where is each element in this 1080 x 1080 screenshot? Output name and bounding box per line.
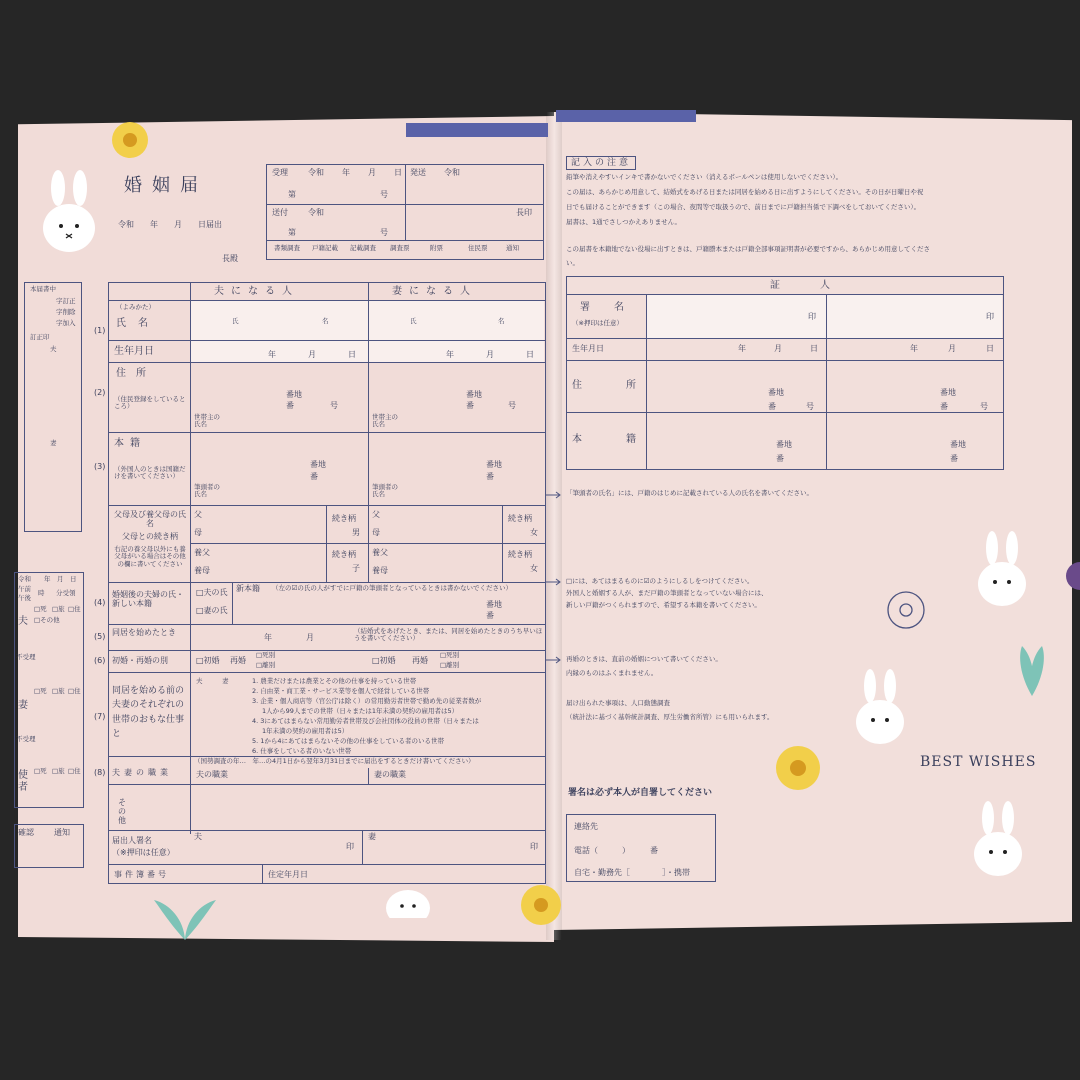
h-banchi-w: 番地 [486, 460, 502, 469]
note-0: 鉛筆や消えやすいインキで書かないでください（消えるボールペンは使用しないでください）。 [566, 173, 843, 181]
father-h: 父 [194, 510, 202, 519]
father-w: 父 [372, 510, 380, 519]
check-2: 記載調査 [350, 244, 376, 252]
num-2: (2) [94, 388, 106, 397]
office-no-2: 第 [288, 228, 296, 237]
note-5: い。 [566, 259, 579, 267]
fill-witness [646, 294, 1002, 338]
office-forwarded: 送付 [272, 208, 288, 217]
side-min: 分受領 [56, 589, 76, 597]
sunflower-icon [102, 118, 158, 162]
num-7: (7) [94, 712, 106, 721]
witness-seal-2: 印 [986, 312, 994, 321]
side-opt-death-w[interactable]: □死 [34, 687, 47, 695]
note-check-2: 新しい戸籍がつくられますので、希望する本籍を書いてください。 [566, 601, 761, 609]
first-marriage-w[interactable]: □初婚 [372, 656, 396, 665]
seal-note: （※押印は任意） [112, 848, 175, 857]
ban-h: 番 [286, 401, 294, 410]
witness-seal-note: （※押印は任意） [572, 319, 623, 327]
witness-sign-label: 署名 [580, 302, 648, 313]
side-am: 午前 [18, 585, 31, 593]
job-box-h[interactable]: 夫 [196, 677, 203, 685]
w-banchi-1: 番地 [768, 388, 784, 397]
side-opt-death-m[interactable]: □死 [34, 767, 47, 775]
check-6: 通知 [506, 244, 519, 252]
divorce-w[interactable]: □離別 [440, 661, 460, 669]
birth-d-h: 日 [348, 350, 356, 359]
miffy-icon [38, 170, 100, 256]
new-banchi: 番地 [486, 600, 502, 609]
side-opt-travel-m[interactable]: □旅 [52, 767, 65, 775]
office-chief: 長印 [516, 208, 532, 217]
w-h-ban-2: 番 [950, 454, 958, 463]
witness-seal-1: 印 [808, 312, 816, 321]
note-check-1: 外国人と婚姻する人が、まだ戸籍の筆頭者となっていない場合には、 [566, 589, 768, 597]
note-census-0: 届け出られた事項は、人口動態調査 [566, 699, 670, 707]
office-month: 月 [368, 168, 376, 177]
note-re-0: 再婚のときは、直前の婚姻について書いてください。 [566, 655, 722, 663]
adopt-f-h: 養父 [194, 548, 210, 557]
witness-birth: 生年月日 [572, 344, 604, 353]
side-opt-travel[interactable]: □旅 [52, 605, 65, 613]
birth-d-w: 日 [526, 350, 534, 359]
first-marriage-h[interactable]: □初婚 [196, 656, 220, 665]
householder-w: 世帯主の氏名 [372, 413, 398, 429]
lily-of-the-valley-icon [1012, 636, 1052, 696]
given-w: 名 [498, 317, 505, 325]
num-4: (4) [94, 598, 106, 607]
new-honseki: 新本籍 [236, 584, 260, 593]
job-5: 5. 1から4にあてはまらないその他の仕事をしている者のいる世帯 [252, 737, 445, 745]
w-y-2: 年 [910, 344, 918, 353]
birth-y-h: 年 [268, 350, 276, 359]
marriage-type-label: 初婚・再婚の別 [112, 656, 168, 665]
case-no: 事件簿番号 [114, 870, 169, 879]
w-ban-2: 番 [940, 402, 948, 411]
parents-label: 父母及び養父母の氏名 [114, 510, 186, 529]
yomi-label: （よみかた） [116, 303, 155, 311]
office-reiwa: 令和 [308, 168, 324, 177]
contact-label: 連絡先 [574, 822, 598, 831]
office-dispatched: 発送 [410, 168, 426, 177]
job-4b: 1年未満の契約の雇用者は5） [262, 727, 349, 735]
num-8: (8) [94, 768, 106, 777]
h-ban-h: 番 [310, 472, 318, 481]
side-opt-death[interactable]: □死 [34, 605, 47, 613]
banchi-w: 番地 [466, 390, 482, 399]
gou-h: 号 [330, 401, 338, 410]
margin-husband: 夫 [50, 345, 57, 353]
header-band [406, 123, 548, 137]
honseki-note: （外国人のときは国籍だけを書いてください） [114, 465, 186, 481]
w-y-1: 年 [738, 344, 746, 353]
office-reiwa-3: 令和 [308, 208, 324, 217]
w-gou-1: 号 [806, 402, 814, 411]
residence-date: 住定年月日 [268, 870, 308, 879]
header-band-right [556, 110, 696, 122]
remarriage-h: 再婚 [230, 656, 246, 665]
note-census-1: （統計法に基づく基幹統計調査、厚生労働省所管）にも用いられます。 [566, 713, 774, 721]
address-label: 住所 [116, 368, 156, 379]
side-not-received-w: 不受理 [16, 735, 36, 743]
job-2: 2. 自由業・商工業・サービス業等を個人で経営している世帯 [252, 687, 430, 695]
margin-line3: 字加入 [56, 319, 76, 327]
side-pm: 午後 [18, 594, 31, 602]
lily-of-the-valley-icon [150, 894, 220, 940]
husband-job: 夫の職業 [196, 770, 228, 779]
side-confirm: 確認 [18, 828, 34, 837]
phone-field[interactable]: 電話（ ） 番 [574, 846, 658, 855]
side-notify: 通知 [54, 828, 70, 837]
num-3: (3) [94, 462, 106, 471]
check-0: 書類調査 [274, 244, 300, 252]
other-label: その他 [118, 798, 126, 826]
side-time: 時 [38, 589, 45, 597]
margin-line2: 字削除 [56, 308, 76, 316]
side-ymd: 年 月 日 [44, 575, 77, 583]
cohab-label: 同居を始めたとき [112, 628, 176, 637]
daughter-w: 女 [530, 528, 538, 537]
side-opt-res[interactable]: □住 [68, 605, 81, 613]
sign-w: 妻 [368, 832, 376, 841]
birth-m-w: 月 [486, 350, 494, 359]
note-check-0: □には、あてはまるものに☑のようにしるしをつけてください。 [566, 577, 754, 585]
cohab-note: （結婚式をあげたとき、または、同居を始めたときのうち早いほうを書いてください） [354, 627, 543, 643]
adopt-m-h: 養母 [194, 566, 210, 575]
surname-h: 氏 [232, 317, 239, 325]
jobs-label: 同居を始める前の夫妻のそれぞれの世帯のおもな仕事と [112, 686, 185, 740]
check-5: 住民票 [468, 244, 488, 252]
h-ban-w: 番 [486, 472, 494, 481]
new-name-label: 婚姻後の夫婦の氏・新しい本籍 [112, 590, 184, 609]
parents-note: 右記の養父母以外にも養父母がいる場合はその他の欄に書いてください [114, 545, 186, 568]
son-h: 男 [352, 528, 360, 537]
mother-h: 母 [194, 528, 202, 537]
side-opt-other[interactable]: □その他 [34, 616, 60, 624]
office-no: 第 [288, 190, 296, 199]
note-3: 届書は、1通でさしつかえありません。 [566, 218, 682, 226]
side-not-received: 不受理 [16, 653, 36, 661]
birth-y-w: 年 [446, 350, 454, 359]
col-wife: 妻になる人 [392, 286, 477, 297]
side-h: 夫 [18, 616, 28, 627]
signature-note: 署名は必ず本人が自署してください [568, 788, 713, 798]
remarriage-w: 再婚 [412, 656, 428, 665]
death-w[interactable]: □死別 [440, 651, 460, 659]
note-re-1: 内縁のものはふくまれません。 [566, 669, 658, 677]
w-ban-1: 番 [768, 402, 776, 411]
new-honseki-note: （左の☑の氏の人がすでに戸籍の筆頭者となっているときは書かないでください） [272, 584, 513, 592]
job-6: 6. 仕事をしている者のいない世帯 [252, 747, 352, 755]
daffodil-icon [884, 588, 928, 632]
miffy-icon [852, 668, 908, 748]
name-label: 氏名 [116, 318, 160, 329]
w-d-1: 日 [810, 344, 818, 353]
birth-m-h: 月 [308, 350, 316, 359]
birth-label: 生年月日 [114, 346, 154, 357]
address-note: （住民登録をしているところ） [114, 395, 186, 411]
surname-w: 氏 [410, 317, 417, 325]
side-opt-travel-w[interactable]: □旅 [52, 687, 65, 695]
pansy-icon [1066, 556, 1080, 596]
adopt-f-w: 養父 [372, 548, 388, 557]
side-opt-res-w[interactable]: □住 [68, 687, 81, 695]
check-1: 戸籍記載 [312, 244, 338, 252]
rel-w: 続き柄 [508, 514, 532, 523]
w-gou-2: 号 [980, 402, 988, 411]
job-1: 1. 農業だけまたは農業とその他の仕事を持っている世帯 [252, 677, 417, 685]
best-wishes: BEST WISHES [920, 754, 1037, 770]
banchi-h: 番地 [286, 390, 302, 399]
miffy-icon [970, 800, 1026, 880]
seal-h: 印 [346, 842, 354, 851]
w-h-banchi-2: 番地 [950, 440, 966, 449]
w-h-ban-1: 番 [776, 454, 784, 463]
side-opt-res-m[interactable]: □住 [68, 767, 81, 775]
new-ban: 番 [486, 611, 494, 620]
head-h: 筆頭者の氏名 [194, 483, 220, 499]
given-h: 名 [322, 317, 329, 325]
note-head: 「筆頭者の氏名」には、戸籍のはじめに記載されている人の氏名を書いてください。 [566, 489, 813, 497]
margin-correction: 訂正印 [30, 333, 50, 341]
opt-wife-surname[interactable]: □妻の氏 [196, 606, 228, 615]
side-w: 妻 [18, 700, 28, 711]
num-1: (1) [94, 326, 106, 335]
num-5: (5) [94, 632, 106, 641]
divorce-h[interactable]: □離別 [256, 661, 276, 669]
parents-rel: 父母との続き柄 [122, 532, 178, 541]
side-reiwa: 令和 [18, 575, 31, 583]
mother-w: 母 [372, 528, 380, 537]
wife-job: 妻の職業 [374, 770, 406, 779]
gou-w: 号 [508, 401, 516, 410]
adopt-m-w: 養母 [372, 566, 388, 575]
arrow-icons [546, 490, 566, 670]
seal-w: 印 [530, 842, 538, 851]
sign-h: 夫 [194, 832, 202, 841]
death-h[interactable]: □死別 [256, 651, 276, 659]
child-h: 子 [352, 564, 360, 573]
witness-header: 証人 [770, 280, 870, 291]
rel-h: 続き柄 [332, 514, 356, 523]
phone-type: 自宅・勤務先［ ］・携帯 [574, 868, 690, 877]
miffy-icon [974, 530, 1030, 610]
office-reiwa-2: 令和 [444, 168, 460, 177]
w-banchi-2: 番地 [940, 388, 956, 397]
check-3: 調査票 [390, 244, 410, 252]
note-1: この届は、あらかじめ用意して、結婚式をあげる日または同居を始める日に出すようにしてください。その日が日曜日や祝 [566, 188, 924, 196]
w-m-1: 月 [774, 344, 782, 353]
h-banchi-h: 番地 [310, 460, 326, 469]
note-2: 日でも届けることができます（この場合、夜間等で取扱うので、前日までに戸籍担当係で下調べをしておいてください）。 [566, 203, 921, 211]
main-form-table [108, 282, 546, 884]
side-messenger: 使者 [18, 770, 28, 793]
date-line: 令和 年 月 日届出 [118, 220, 222, 229]
householder-h: 世帯主の氏名 [194, 413, 220, 429]
job-3b: 1人から99人までの世帯（日々または1年未満の契約の雇用者は5） [262, 707, 459, 715]
col-husband: 夫になる人 [214, 286, 299, 297]
ban-w: 番 [466, 401, 474, 410]
rel-h2: 続き柄 [332, 550, 356, 559]
office-year: 年 [342, 168, 350, 177]
office-received: 受理 [272, 168, 288, 177]
margin-header: 本届書中 [30, 285, 56, 293]
witness-address: 住所 [572, 380, 680, 391]
addressee: 長殿 [222, 254, 238, 263]
w-m-2: 月 [948, 344, 956, 353]
rel-w2: 続き柄 [508, 550, 532, 559]
job-4: 4. 3にあてはまらない常用勤労者世帯及び会社団体の役員の世帯（日々または [252, 717, 479, 725]
signature-label: 届出人署名 [112, 836, 152, 845]
cohab-y: 年 [264, 633, 272, 642]
office-go: 号 [380, 190, 388, 199]
office-go-2: 号 [380, 228, 388, 237]
witness-honseki: 本籍 [572, 434, 680, 445]
cohab-m: 月 [306, 633, 314, 642]
miffy-icon [384, 884, 432, 918]
office-day: 日 [394, 168, 402, 177]
w-h-banchi-1: 番地 [776, 440, 792, 449]
check-4: 附票 [430, 244, 443, 252]
form-title: 婚姻届 [124, 175, 208, 196]
occupation-label: 夫妻の職業 [112, 768, 172, 777]
job-3: 3. 企業・個人商店等（官公庁は除く）の常用勤労者世帯で勤め先の従業者数が [252, 697, 482, 705]
census-note: （国勢調査の年… 年…の4月1日から翌年3月31日までに届出をするときだけ書いてください） [194, 757, 475, 765]
honseki-label: 本籍 [114, 438, 146, 449]
opt-husband-surname[interactable]: □夫の氏 [196, 588, 228, 597]
sunflower-icon [772, 742, 824, 794]
margin-wife: 妻 [50, 439, 57, 447]
head-w: 筆頭者の氏名 [372, 483, 398, 499]
daughter-w2: 女 [530, 564, 538, 573]
note-4: この届書を本籍地でない役場に出すときは、戸籍謄本または戸籍全部事項証明書が必要ですから、あらかじめ用意してくださ [566, 245, 930, 253]
w-d-2: 日 [986, 344, 994, 353]
num-6: (6) [94, 656, 106, 665]
margin-line1: 字訂正 [56, 297, 76, 305]
sunflower-icon [516, 880, 566, 930]
job-box-w[interactable]: 妻 [222, 677, 229, 685]
notes-title: 記入の注意 [566, 156, 636, 170]
